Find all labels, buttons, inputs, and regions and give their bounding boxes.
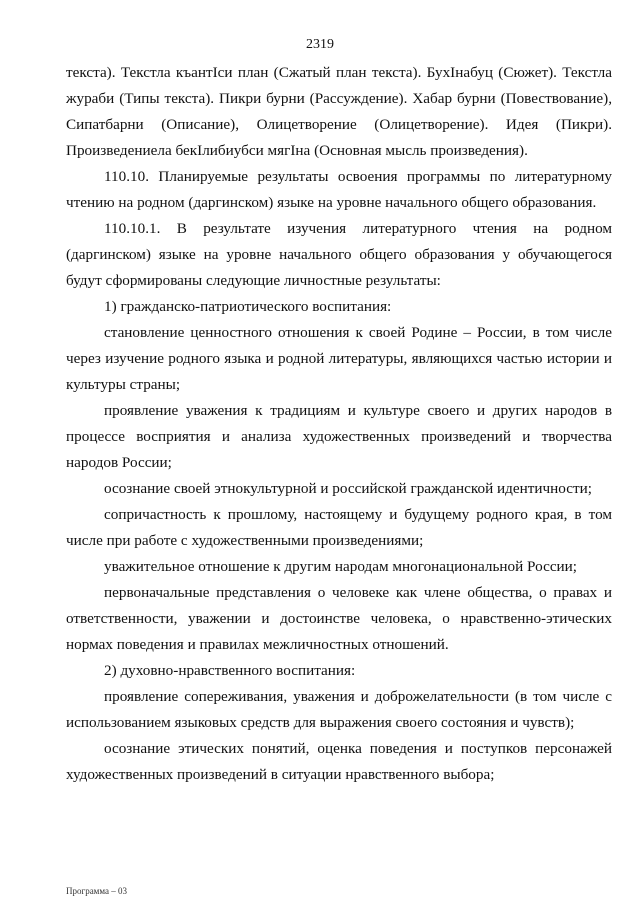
list-item: осознание этических понятий, оценка поведения и поступков персонажей художественных произведений в ситуации нравственного выбора; [66, 740, 612, 783]
list-item: осознание своей этнокультурной и российской гражданской идентичности; [104, 480, 592, 497]
list-item: уважительное отношение к другим народам многонациональной России; [104, 558, 578, 575]
paragraph-section-110-10: 110.10. Планируемые результаты освоения программы по литературному чтению на родном (даргинском) языке на уровне начального общего образования. [66, 168, 612, 211]
page-number: 2319 [306, 37, 334, 52]
heading-spiritual-moral: 2) духовно-нравственного воспитания: [104, 662, 356, 679]
footer-label: Программа – 03 [66, 886, 128, 896]
list-item: проявление сопереживания, уважения и доброжелательности (в том числе с использованием языковых средств для выражения своего состояния и чувств); [66, 688, 612, 731]
document-body [66, 60, 612, 788]
list-item: становление ценностного отношения к своей Родине – России, в том числе через изучение родного языка и родной литературы, являющихся частью истории и культуры страны; [66, 324, 612, 393]
paragraph-continuation: текста). Текстла къантIси план (Сжатый план текста). БухIнабуц (Сюжет). Текстла жураби (Типы текста). Пикри бурни (Рассуждение). Хабар бурни (Повествование), Сипатбарни (Описание), Олицетворение (Олицетворение). Идея (Пикри). Произведениела бекIлибиубси мягIна (Основная мысль произведения). [66, 64, 612, 159]
list-item: проявление уважения к традициям и культуре своего и других народов в процессе восприятия и анализа художественных произведений и творчества народов России; [66, 402, 612, 471]
paragraph-section-110-10-1: 110.10.1. В результате изучения литературного чтения на родном (даргинском) языке на уровне начального общего образования у обучающегося будут сформированы следующие личностные результаты: [66, 220, 612, 289]
list-item: сопричастность к прошлому, настоящему и будущему родного края, в том числе при работе с художественными произведениями; [66, 506, 612, 549]
list-item: первоначальные представления о человеке как члене общества, о правах и ответственности, уважении и достоинстве человека, о нравственно-этических нормах поведения и правилах межличностных отношений. [66, 584, 612, 653]
heading-civic-patriotic: 1) гражданско-патриотического воспитания: [104, 298, 392, 315]
